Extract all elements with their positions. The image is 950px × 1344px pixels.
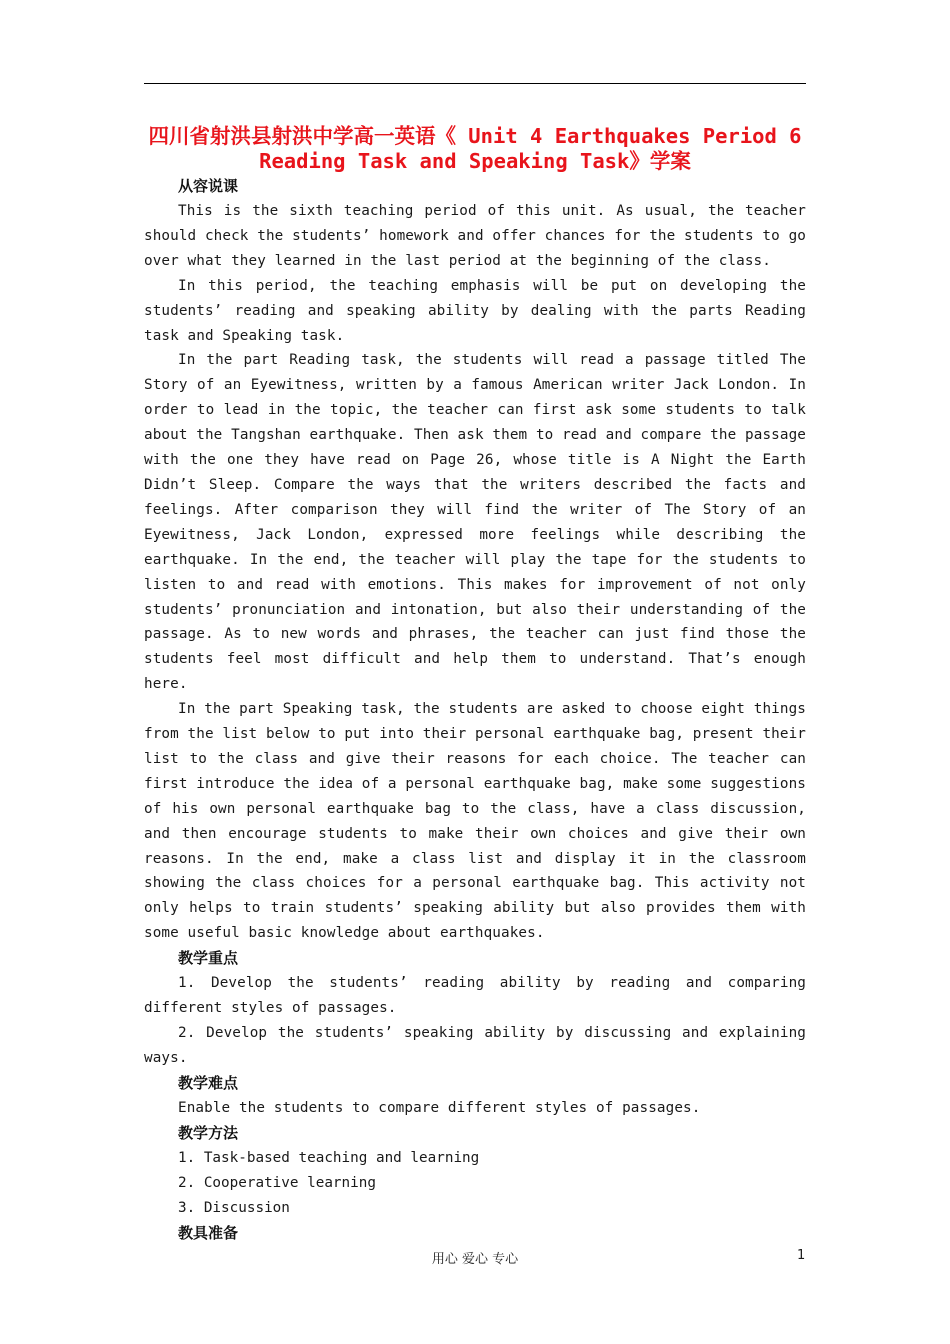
key-point-item: 2. Develop the students’ speaking ability by discussing and explaining ways.	[144, 1025, 806, 1066]
paragraph: This is the sixth teaching period of this unit. As usual, the teacher should check the students’ homework and offer chances for the students to go over what they learned in the last period at the beginning of the class.	[144, 203, 806, 269]
method-item: 3. Discussion	[178, 1199, 290, 1216]
document-title: 四川省射洪县射洪中学高一英语《 Unit 4 Earthquakes Period 6 Reading Task and Speaking Task》学案	[148, 124, 802, 173]
document-page	[144, 0, 806, 1344]
paragraph: In the part Speaking task, the students are asked to choose eight things from the list below to put into their personal earthquake bag, present their list to the class and give their reasons for each choice. The teacher can first introduce the idea of a personal earthquake bag, make some suggestions of his own personal earthquake bag to the class, have a class discussion, and then encourage students to make their own choices and give their own reasons. In the end, make a class list and display it in the classroom showing the class choices for a personal earthquake bag. This activity not only helps to train students’ speaking ability but also provides them with some useful basic knowledge about earthquakes.	[144, 701, 806, 942]
method-item: 2. Cooperative learning	[178, 1174, 376, 1191]
page-footer	[0, 1248, 950, 1268]
difficulty-item: Enable the students to compare different styles of passages.	[178, 1099, 701, 1116]
page-number: 1	[797, 1248, 806, 1263]
paragraph: In the part Reading task, the students will read a passage titled The Story of an Eyewitness, written by a famous American writer Jack London. In order to lead in the topic, the teacher can first ask some students to talk about the Tangshan earthquake. Then ask them to read and compare the passage with the one they have read on Page 26, whose title is A Night the Earth Didn’t Sleep. Compare the ways that the writers described the facts and feelings. After comparison they will find the writer of The Story of an Eyewitness, Jack London, expressed more feelings while describing the earthquake. In the end, the teacher will play the tape for the students to listen to and read with emotions. This makes for improvement of not only students’ pronunciation and intonation, but also their understanding of the passage. As to new words and phrases, the teacher can just find those the students feel most difficult and help them to understand. That’s enough here.	[144, 352, 806, 693]
section-heading-key-points: 教学重点	[178, 949, 239, 968]
paragraph: In this period, the teaching emphasis will be put on developing the students’ reading and speaking ability by dealing with the parts Reading task and Speaking task.	[144, 277, 806, 344]
section-heading-difficulties: 教学难点	[178, 1073, 239, 1092]
document-body	[144, 174, 806, 1246]
key-point-item: 1. Develop the students’ reading ability by reading and comparing different styles of passages.	[144, 975, 806, 1017]
method-item: 1. Task-based teaching and learning	[178, 1149, 480, 1166]
header-rule	[144, 83, 806, 84]
section-heading-materials: 教具准备	[178, 1223, 239, 1242]
section-heading-lecture: 从容说课	[178, 177, 239, 195]
footer-slogan: 用心 爱心 专心	[431, 1252, 519, 1267]
section-heading-methods: 教学方法	[178, 1123, 239, 1142]
